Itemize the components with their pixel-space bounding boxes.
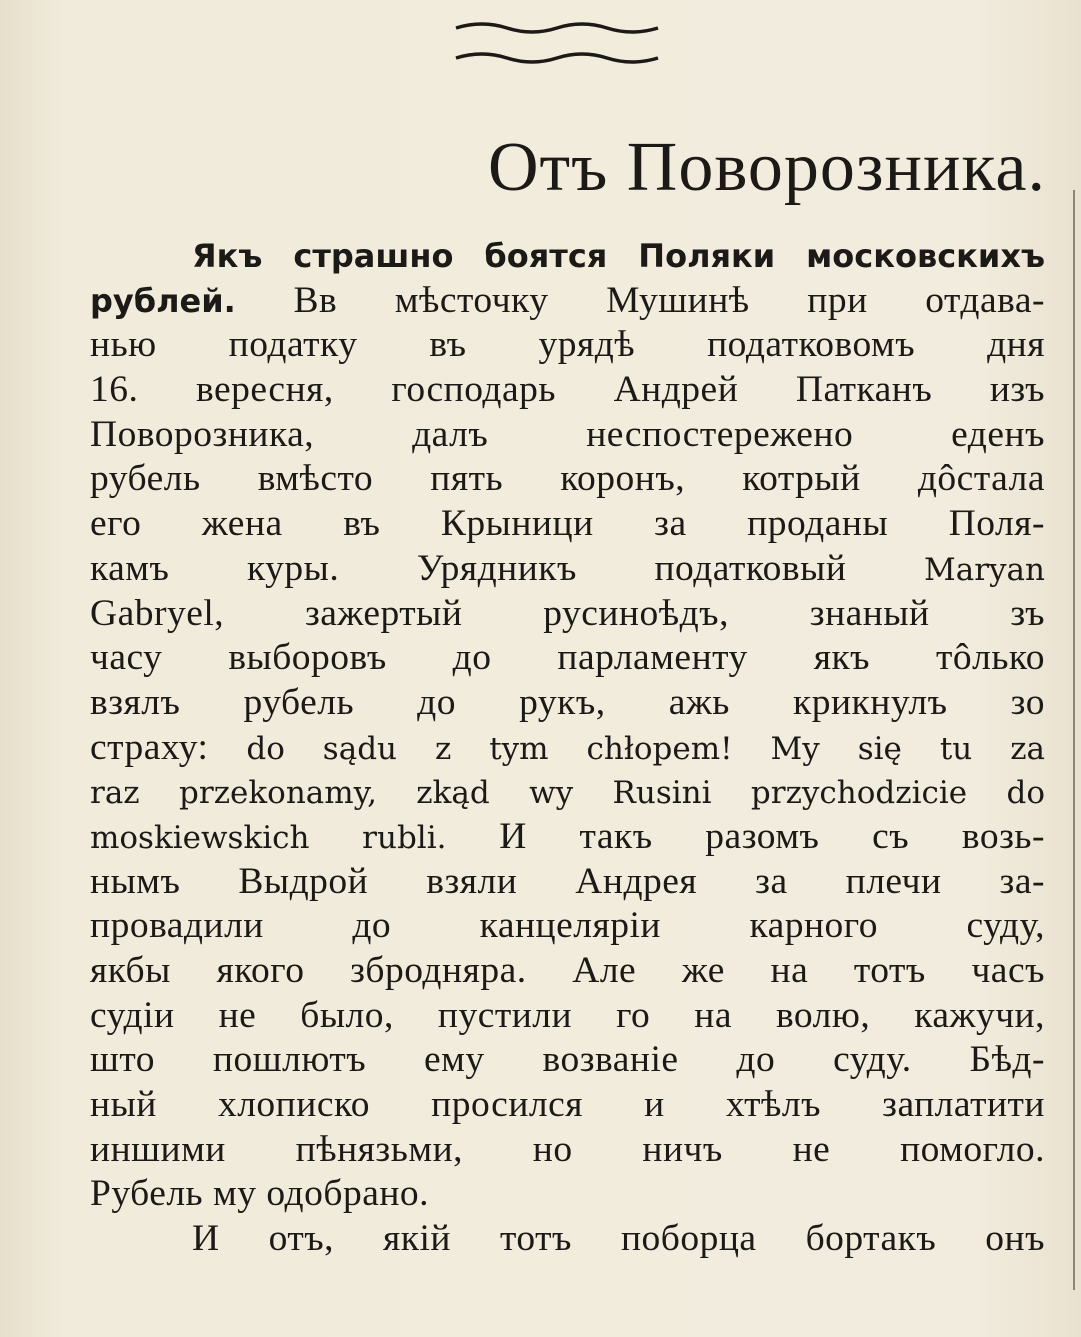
polish-quote: przekonamy, zkąd wy Rusini przychodzicie do [179,775,1046,812]
body-line: нью податку въ урядѣ податковомъ дня [90,324,1045,366]
body-line: Gabryel, зажертый русиноѣдъ, знаный зъ [90,592,1045,634]
body-line [90,234,1045,279]
body-line: якбы якого збродняра. Але же на тотъ часъ [90,950,1045,991]
polish-quote: do sądu z tym chłopem! My się tu za [246,730,1046,767]
body-line: И отъ, якій тотъ поборца бортакъ онъ [192,1218,1045,1260]
body-line: Поворозника, далъ неспостережено еденъ [90,413,1045,455]
body-line [90,547,1045,592]
body-line: провадили до канцеляріи карного суду, [90,905,1045,947]
body-line-text: И такъ разомъ съ возь- [499,815,1046,857]
lead-heading: Якъ страшно боятся Поляки московскихъ [192,237,1045,275]
polish-quote: moskiewskich rubli. [90,819,447,856]
lead-heading-end: рублей. [90,281,236,320]
body-line: 16. вересня, господарь Андрей Патканъ изъ [90,369,1045,411]
body-line: часу выборовъ до парламенту якъ тôлько [90,637,1045,679]
latin-name: Maryan [923,551,1045,588]
body-line: ный хлописко просился и хтѣлъ заплатити [90,1084,1045,1126]
article-body [90,234,1045,1262]
article-title: Отъ Поворозника. [487,129,1046,206]
body-line: иншими пѣнязьми, но ничъ не помогло. [90,1128,1045,1170]
body-line-text: камъ куры. Урядникъ податковый [90,547,847,589]
body-line [90,279,1045,324]
body-line [90,815,1045,860]
body-line: его жена въ Крыници за проданы Поля- [90,503,1045,545]
body-line: судіи не было, пустили го на волю, кажучи, [90,994,1045,1036]
body-line [90,770,1045,815]
body-line: Рубель му одобрано. [90,1173,430,1215]
page-edge-rule [1073,190,1075,1290]
body-line [90,726,1045,771]
body-line: што пошлютъ ему возваніе до суду. Бѣд- [90,1039,1045,1081]
polish-quote: raz [90,775,140,812]
body-line: взялъ рубель до рукъ, ажь крикнулъ зо [90,681,1045,723]
body-line: нымъ Выдрой взяли Андрея за плечи за- [90,860,1045,902]
body-line-text: Вв мѣсточку Мушинѣ при отдава- [293,279,1045,321]
body-line: рубель вмѣсто пять коронъ, котрый дôстала [90,458,1045,500]
body-line-text: страху: [90,726,209,768]
wavy-ornament-icon [452,14,662,70]
